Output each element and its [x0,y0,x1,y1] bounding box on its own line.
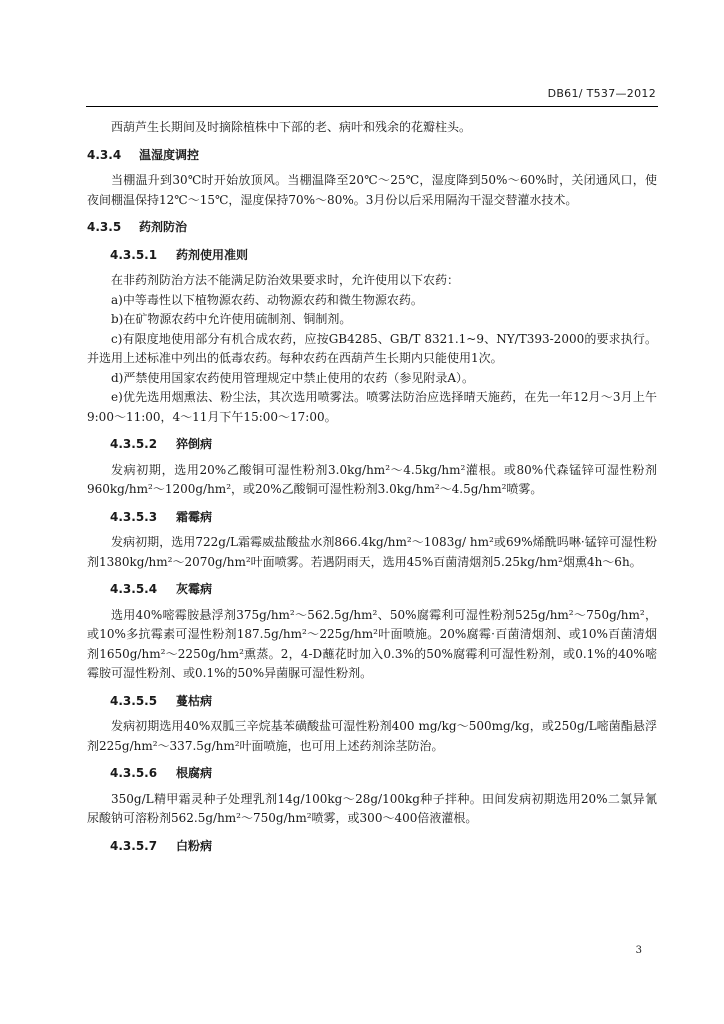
subsection-heading-4-3-5-7 [110,837,657,857]
section-heading-4-3-4 [87,146,657,166]
document-body [87,118,657,862]
subsection-number: 4.3.5.7 [110,838,158,853]
subsection-heading-4-3-5-1 [110,246,657,266]
subsection-heading-4-3-5-3 [110,508,657,528]
subsection-number: 4.3.5.6 [110,766,158,780]
section-title: 药剂防治 [139,220,188,234]
standard-code: DB61/ T537—2012 [547,87,656,100]
paragraph: 发病初期选用40%双胍三辛烷基苯磺酸盐可湿性粉剂400 mg/kg～500mg/kg，或250g/L嘧菌酯悬浮剂225g/hm²～337.5g/hm²叶面喷施，也可用上述药剂涂茎防治。 [87,719,657,753]
list-item-b: b)在矿物源农药中允许使用硫制剂、铜制剂。 [111,312,352,326]
subsection-title: 猝倒病 [176,437,213,451]
subsection-heading-4-3-5-4 [110,580,657,600]
subsection-title: 药剂使用准则 [176,247,249,262]
paragraph: 西葫芦生长期间及时摘除植株中下部的老、病叶和残余的花瓣柱头。 [111,120,472,134]
list-item-e: e)优先选用烟熏法、粉尘法，其次选用喷雾法。喷雾法防治应选择晴天施药，在先一年12月～3月上午9:00～11:00，4～11月下午15:00～17:00。 [87,390,657,424]
list-item-a: a)中等毒性以下植物源农药、动物源农药和微生物源农药。 [111,292,423,307]
subsection-number: 4.3.5.2 [110,437,158,451]
subsection-number: 4.3.5.1 [110,247,158,262]
subsection-number: 4.3.5.4 [110,582,158,596]
paragraph: 发病初期，选用722g/L霜霉威盐酸盐水剂866.4kg/hm²～1083g/ hm²或69%烯酰吗啉·锰锌可湿性粉剂1380kg/hm²～2070g/hm²叶面喷雾。若遇阴雨天，选用45%百菌清烟剂5.25kg/hm²烟熏4h～6h。 [87,535,657,569]
page-number: 3 [635,945,642,956]
section-number: 4.3.5 [87,220,122,234]
subsection-heading-4-3-5-6 [110,764,657,784]
section-heading-4-3-5 [87,218,657,238]
subsection-title: 灰霉病 [176,582,213,596]
list-item-d: d)严禁使用国家农药使用管理规定中禁止使用的农药（参见附录A）。 [111,370,475,385]
list-item-c: c)有限度地使用部分有机合成农药，应按GB4285、GB/T 8321.1~9、NY/T393-2000的要求执行。并选用上述标准中列出的低毒农药。每种农药在西葫芦生长期内只能使用1次。 [87,331,657,365]
subsection-number: 4.3.5.3 [110,509,158,524]
paragraph: 350g/L精甲霜灵种子处理乳剂14g/100kg～28g/100kg种子拌种。田间发病初期选用20%二氯异氰尿酸钠可溶粉剂562.5g/hm²～750g/hm²喷雾，或300～400倍液灌根。 [87,791,657,825]
paragraph: 在非药剂防治方法不能满足防治效果要求时，允许使用以下农药： [111,273,460,287]
subsection-number: 4.3.5.5 [110,693,158,708]
subsection-heading-4-3-5-5 [110,692,657,712]
subsection-title: 根腐病 [176,766,213,780]
section-title: 温湿度调控 [139,147,200,162]
header-rule [86,106,658,107]
paragraph: 发病初期，选用20%乙酸铜可湿性粉剂3.0kg/hm²～4.5kg/hm²灌根。或80%代森锰锌可湿性粉剂960kg/hm²～1200g/hm²，或20%乙酸铜可湿性粉剂3.0kg/hm²～4.5g/hm²喷雾。 [87,462,657,496]
paragraph: 选用40%嘧霉胺悬浮剂375g/hm²～562.5g/hm²、50%腐霉利可湿性粉剂525g/hm²～750g/hm²，或10%多抗霉素可湿性粉剂187.5g/hm²～225g/hm²叶面喷施。20%腐霉·百菌清烟剂、或10%百菌清烟剂1650g/hm²～2250g/hm²熏蒸。2，4-D蘸花时加入0.3%的50%腐霉利可湿性粉剂，或0.1%的40%嘧霉胺可湿性粉剂、或0.1%的50%异菌脲可湿性粉剂。 [87,607,657,680]
subsection-title: 霜霉病 [176,509,213,524]
paragraph: 当棚温升到30℃时开始放顶风。当棚温降至20℃～25℃，湿度降到50%～60%时，关闭通风口，使夜间棚温保持12℃～15℃，湿度保持70%～80%。3月份以后采用隔沟干湿交替灌水技术。 [87,173,657,207]
subsection-heading-4-3-5-2 [110,435,657,455]
subsection-title: 白粉病 [176,838,213,853]
subsection-title: 蔓枯病 [176,693,213,708]
section-number: 4.3.4 [87,147,122,162]
